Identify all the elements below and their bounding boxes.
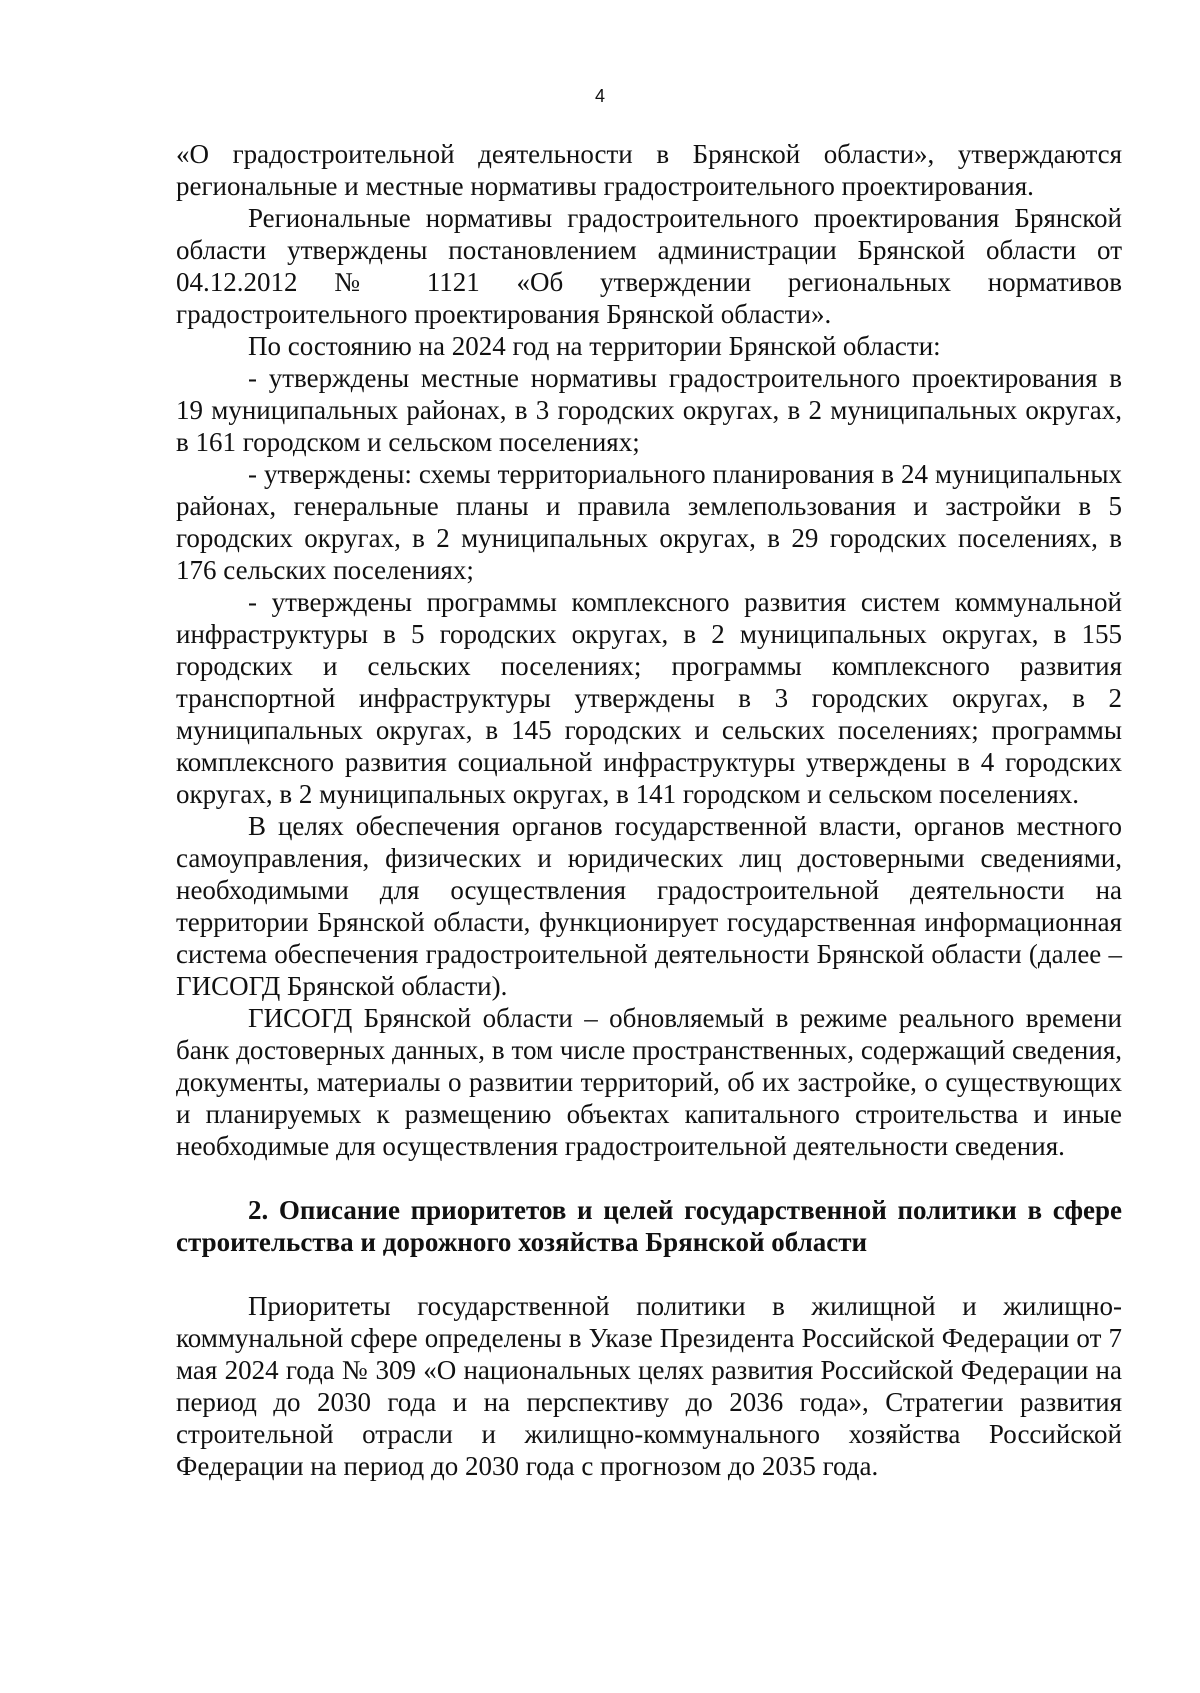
list-item-development-programs: - утверждены программы комплексного развития систем коммунальной инфраструктуры в 5 городских округах, в 2 муниципальных округах, в 155 городских и сельских поселениях; программы комплексного развития транспортной инфраструктуры утверждены в 3 городских округах, в 2 муниципальных округах, в 145 городских и сельских поселениях; программы комплексного развития социальной инфраструктуры утверждены в 4 городских округах, в 2 муниципальных округах, в 141 городском и сельском поселениях. [176, 587, 1122, 809]
page-number: 4 [594, 86, 605, 106]
paragraph-priorities: Приоритеты государственной политики в жилищной и жилищно-коммунальной сфере определены в Указе Президента Российской Федерации от 7 мая 2024 года № 309 «О национальных целях развития Российской Федерации на период до 2030 года и на перспективу до 2036 года», Стратегии развития строительной отрасли и жилищно-коммунального хозяйства Российской Федерации на период до 2030 года с прогнозом до 2035 года. [176, 1291, 1122, 1481]
paragraph-regional-norms: Региональные нормативы градостроительного проектирования Брянской области утверждены постановлением администрации Брянской области от 04.12.2012 № 1121 «Об утверждении региональных нормативов градостроительного проектирования Брянской области». [176, 203, 1122, 329]
document-body [176, 138, 1122, 1482]
list-item-local-norms: - утверждены местные нормативы градостроительного проектирования в 19 муниципальных районах, в 3 городских округах, в 2 муниципальных округах, в 161 городском и сельском поселениях; [176, 363, 1122, 457]
paragraph-status-2024: По состоянию на 2024 год на территории Брянской области: [248, 331, 941, 361]
paragraph-gisogd-definition: ГИСОГД Брянской области – обновляемый в режиме реального времени банк достоверных данных, в том числе пространственных, содержащий сведения, документы, материалы о развитии территорий, об их застройке, о существующих и планируемых к размещению объектах капитального строительства и иные необходимые для осуществления градостроительной деятельности сведения. [176, 1003, 1122, 1161]
paragraph-gisogd-purpose: В целях обеспечения органов государственной власти, органов местного самоуправления, физических и юридических лиц достоверными сведениями, необходимыми для осуществления градостроительной деятельности на территории Брянской области, функционирует государственная информационная система обеспечения градостроительной деятельности Брянской области (далее – ГИСОГД Брянской области). [176, 811, 1122, 1001]
section-heading: 2. Описание приоритетов и целей государственной политики в сфере строительства и дорожного хозяйства Брянской области [176, 1195, 1122, 1257]
list-item-territorial-schemes: - утверждены: схемы территориального планирования в 24 муниципальных районах, генеральные планы и правила землепользования и застройки в 5 городских округах, в 2 муниципальных округах, в 29 городских поселениях, в 176 сельских поселениях; [176, 459, 1122, 585]
paragraph-continuation: «О градостроительной деятельности в Брянской области», утверждаются региональные и местные нормативы градостроительного проектирования. [176, 139, 1122, 201]
